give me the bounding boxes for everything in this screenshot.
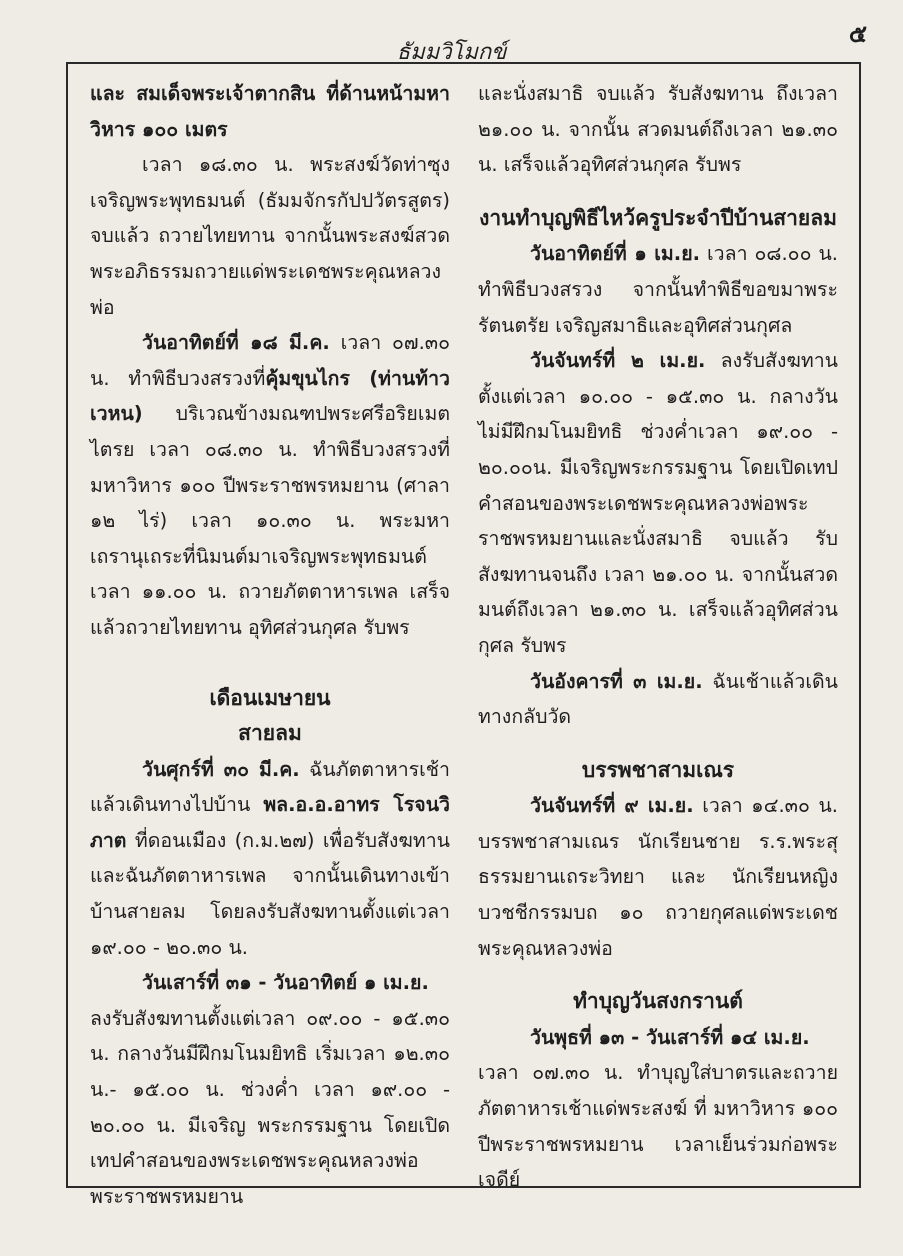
left-column xyxy=(90,76,450,1214)
page-frame xyxy=(66,62,861,1208)
section-heading-month: เดือนเมษายน xyxy=(209,685,331,710)
right-paragraph-6: เวลา ๐๗.๓๐ น. ทำบุญใส่บาตรและถวายภัตตาหารเช้าแด่พระสงฆ์ ที่ มหาวิหาร ๑๐๐ ปีพระราชพรหมยาน เวลาเย็นร่วมก่อพระเจดีย์ xyxy=(478,1061,838,1192)
section-heading-songkran: ทำบุญวันสงกรานต์ xyxy=(573,989,743,1014)
paragraph-text: เวลา ๑๔.๓๐ น. บรรพชาสามเณร นักเรียนชาย ร.ร.พระสุธรรมยานเถระวิทยา และ นักเรียนหญิงบวชชีกรรมบถ ๑๐ ถวายกุศลแด่พระเดชพระคุณหลวงพ่อ xyxy=(478,794,838,960)
paragraph-text: ที่ดอนเมือง (ก.ม.๒๗) เพื่อรับสังฆทานและฉันภัตตาหารเพล จากนั้นเดินทางเข้าบ้านสายลม โดยลงรับสังฆทานตั้งแต่เวลา ๑๙.๐๐ - ๒๐.๓๐ น. xyxy=(90,828,450,959)
date-label: วันอาทิตย์ที่ ๑ เม.ย. xyxy=(530,242,701,266)
page-number: ๕ xyxy=(848,20,867,48)
left-paragraph-2: เวลา ๑๘.๓๐ น. พระสงฆ์วัดท่าซุง เจริญพระพุทธมนต์ (ธัมมจักรกัปปวัตรสูตร) จบแล้ว ถวายไทยทาน จากนั้นพระสงฆ์สวดพระอภิธรรมถวายแด่พระเดชพระคุณหลวงพ่อ xyxy=(90,153,450,319)
date-label: วันจันทร์ที่ ๙ เม.ย. xyxy=(530,794,694,818)
right-paragraph-2 xyxy=(478,236,838,343)
paragraph-text: เวลา ๐๗.๓๐ น. ทำพิธีบวงสรวงที่ xyxy=(90,331,451,390)
section-subheading-place: สายลม xyxy=(238,721,302,746)
paragraph-text: ลงรับสังฆทานตั้งแต่เวลา ๑๐.๐๐ - ๑๕.๓๐ น. กลางวันไม่มีฝึกมโนมยิทธิ ช่วงค่ำเวลา ๑๙.๐๐ - ๒๐.๐๐น. มีเจริญพระกรรมฐาน โดยเปิดเทปคำสอนของพระเดชพระคุณหลวงพ่อพระราชพรหมยานและนั่งสมาธิ จบแล้ว รับสังฆทานจนถึง เวลา ๒๑.๐๐ น. จากนั้นสวดมนต์ถึงเวลา ๒๑.๓๐ น. เสร็จแล้วอุทิศส่วนกุศล รับพร xyxy=(478,349,838,657)
date-label: วันอังคารที่ ๓ เม.ย. xyxy=(530,669,703,693)
date-label: วันอาทิตย์ที่ ๑๘ มี.ค. xyxy=(142,331,330,355)
paragraph-text: ฉันภัตตาหารเช้าแล้วเดินทางไปบ้าน xyxy=(90,757,450,817)
right-paragraph-1: และนั่งสมาธิ จบแล้ว รับสังฆทาน ถึงเวลา ๒๑.๐๐ น. จากนั้น สวดมนต์ถึงเวลา ๒๑.๓๐ น. เสร็จแล้วอุทิศส่วนกุศล รับพร xyxy=(478,82,838,177)
paragraph-text: บริเวณข้างมณฑปพระศรีอริยเมตไตรย เวลา ๐๘.๓๐ น. ทำพิธีบวงสรวงที่มหาวิหาร ๑๐๐ ปีพระราชพรหมยาน (ศาลา ๑๒ ไร่) เวลา ๑๐.๓๐ น. พระมหาเถรานุเถระที่นิมนต์มาเจริญพระพุทธมนต์ เวลา ๑๑.๐๐ น. ถวายภัตตาหารเพล เสร็จแล้วถวายไทยทาน อุทิศส่วนกุศล รับพร xyxy=(90,402,450,639)
section-heading-wai-khru: งานทำบุญพิธีไหว้ครูประจำปีบ้านสายลม xyxy=(479,205,837,230)
publication-title: ธัมมวิโมกข์ xyxy=(396,40,507,65)
date-label: วันเสาร์ที่ ๓๑ - วันอาทิตย์ ๑ เม.ย. xyxy=(142,971,429,995)
paragraph-text: เวลา ๐๘.๐๐ น. ทำพิธีบวงสรวง จากนั้นทำพิธีขอขมาพระรัตนตรัย เจริญสมาธิและอุทิศส่วนกุศล xyxy=(478,242,838,337)
right-paragraph-5 xyxy=(478,788,838,966)
right-paragraph-3 xyxy=(478,343,838,663)
date-label: วันจันทร์ที่ ๒ เม.ย. xyxy=(530,349,706,373)
paragraph-text: ฉันเช้าแล้วเดินทางกลับวัด xyxy=(478,669,838,729)
date-label: วันศุกร์ที่ ๓๐ มี.ค. xyxy=(142,757,300,781)
left-paragraph-4 xyxy=(90,752,450,966)
date-label: วันพุธที่ ๑๓ - วันเสาร์ที่ ๑๔ เม.ย. xyxy=(530,1025,810,1049)
bold-person-name: พล.อ.อ.อาทร โรจนวิภาต xyxy=(90,793,450,852)
right-paragraph-4 xyxy=(478,664,838,735)
left-paragraph-3 xyxy=(90,325,450,645)
right-column xyxy=(478,76,838,1198)
section-heading-ordination: บรรพชาสามเณร xyxy=(581,757,735,782)
bold-place-name: คุ้มขุนไกร (ท่านท้าวเวหน) xyxy=(90,366,451,426)
left-paragraph-5: ลงรับสังฆทานตั้งแต่เวลา ๐๙.๐๐ - ๑๕.๓๐ น. กลางวันมีฝึกมโนมยิทธิ เริ่มเวลา ๑๒.๓๐ น.- ๑๕.๐๐ น. ช่วงค่ำ เวลา ๑๙.๐๐ - ๒๐.๐๐ น. มีเจริญ พระกรรมฐาน โดยเปิดเทปคำสอนของพระเดชพระคุณหลวงพ่อพระราชพรหมยาน xyxy=(90,1006,450,1208)
left-paragraph-1: และ สมเด็จพระเจ้าตากสิน ที่ด้านหน้ามหาวิหาร ๑๐๐ เมตร xyxy=(90,82,450,141)
